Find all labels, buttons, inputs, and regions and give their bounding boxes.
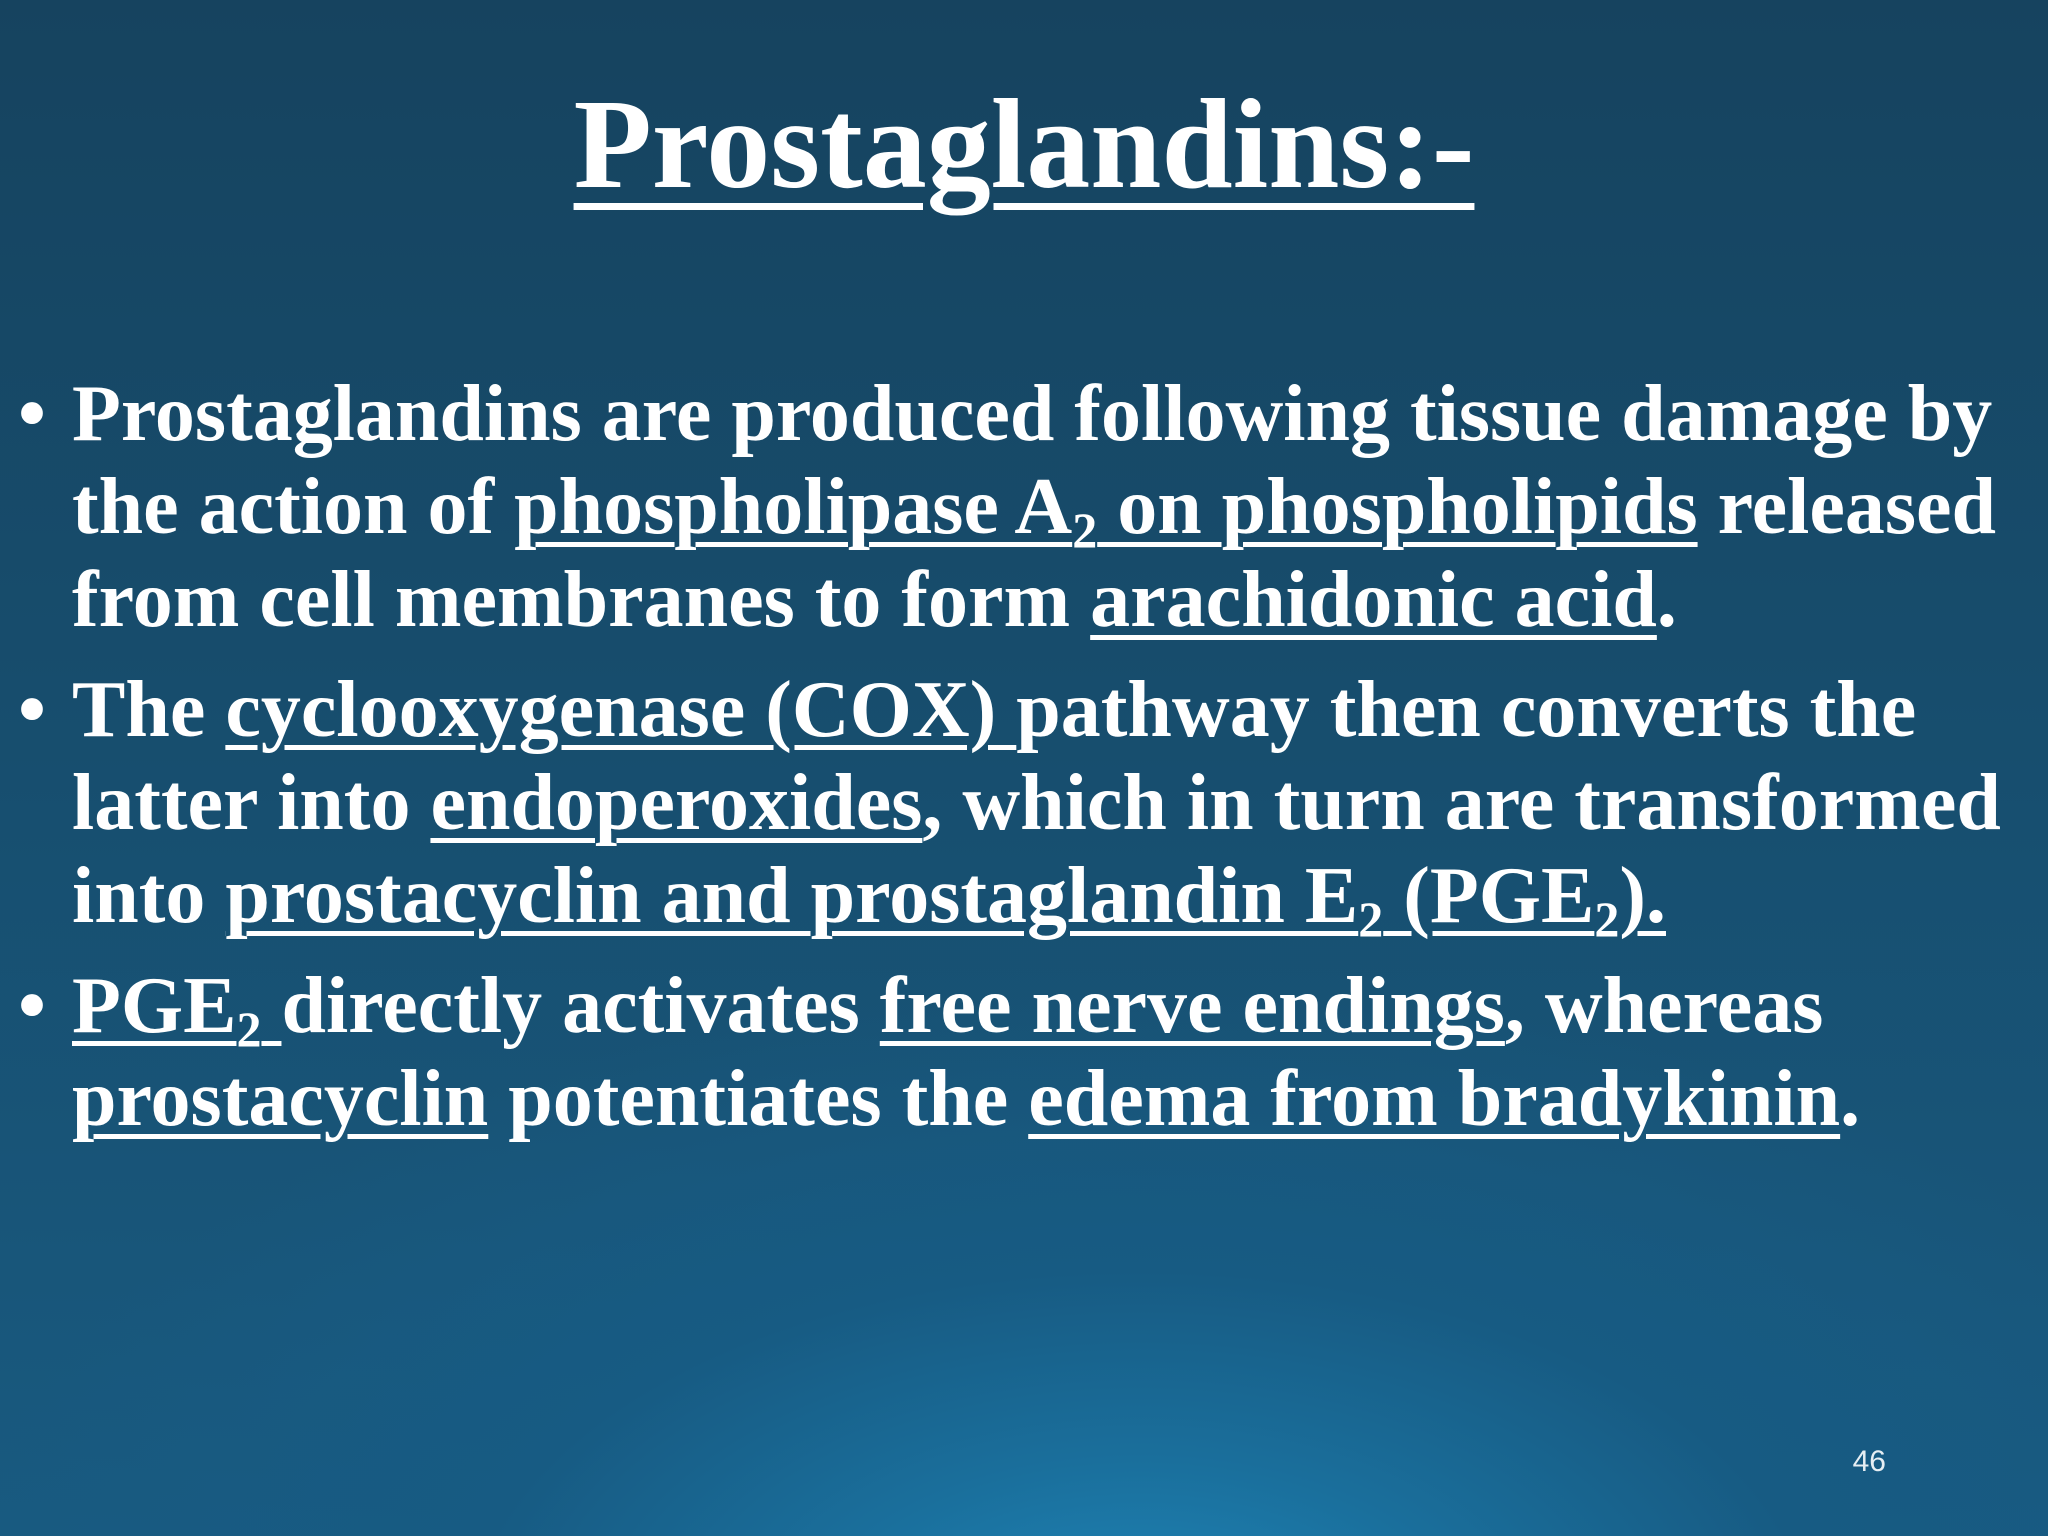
bullet-item bbox=[18, 960, 2032, 1146]
bullet-item bbox=[18, 368, 2032, 647]
bullet-point-icon: • bbox=[18, 666, 47, 754]
bullet-text: potentiates the bbox=[488, 1055, 1029, 1143]
term-prostacyclin-pge2 bbox=[225, 852, 1666, 947]
bullet-text: pathway then converts the latter into bbox=[72, 666, 1917, 847]
term-arachidonic-acid: arachidonic acid bbox=[1090, 556, 1657, 644]
term-text: prostacyclin and prostaglandin E bbox=[225, 852, 1359, 940]
term-endoperoxides: endoperoxides bbox=[430, 759, 923, 847]
bullet-item bbox=[18, 664, 2032, 947]
term-text: on phospholipids bbox=[1097, 463, 1698, 551]
page-number: 46 bbox=[1852, 1445, 1886, 1478]
subscript: 2 bbox=[1072, 502, 1098, 558]
subscript: 2 bbox=[1358, 891, 1384, 947]
slide-title: Prostaglandins:- bbox=[573, 73, 1475, 215]
term-text bbox=[261, 962, 281, 1050]
subscript: 2 bbox=[1594, 891, 1620, 947]
bullet-point-icon: • bbox=[18, 962, 47, 1050]
term-text: PGE bbox=[72, 962, 237, 1050]
bullet-text: . bbox=[1656, 556, 1677, 644]
bullet-text: released from cell membranes to form bbox=[72, 463, 1997, 644]
subscript: 2 bbox=[236, 1001, 262, 1057]
term-text: ). bbox=[1619, 852, 1666, 940]
term-phospholipase bbox=[514, 463, 1698, 558]
term-free-nerve-endings: free nerve endings bbox=[879, 962, 1505, 1050]
bullet-point-icon: • bbox=[18, 370, 47, 458]
bullet-text: . bbox=[1840, 1055, 1861, 1143]
term-text: (PGE bbox=[1383, 852, 1595, 940]
bullet-text: The bbox=[72, 666, 226, 754]
bullet-text: , which in turn are transformed into bbox=[72, 759, 2001, 940]
term-edema-bradykinin: edema from bradykinin bbox=[1028, 1055, 1841, 1143]
term-text: phospholipase A bbox=[514, 463, 1073, 551]
bullet-text: directly activates bbox=[281, 962, 880, 1050]
term-prostacyclin: prostacyclin bbox=[72, 1055, 489, 1143]
bullet-text: , whereas bbox=[1504, 962, 1824, 1050]
bullet-list bbox=[18, 368, 2032, 1163]
bullet-text: Prostaglandins are produced following tissue damage by the action of bbox=[72, 370, 1993, 551]
term-cox: cyclooxygenase (COX) bbox=[225, 666, 1017, 754]
term-pge2 bbox=[72, 962, 281, 1057]
